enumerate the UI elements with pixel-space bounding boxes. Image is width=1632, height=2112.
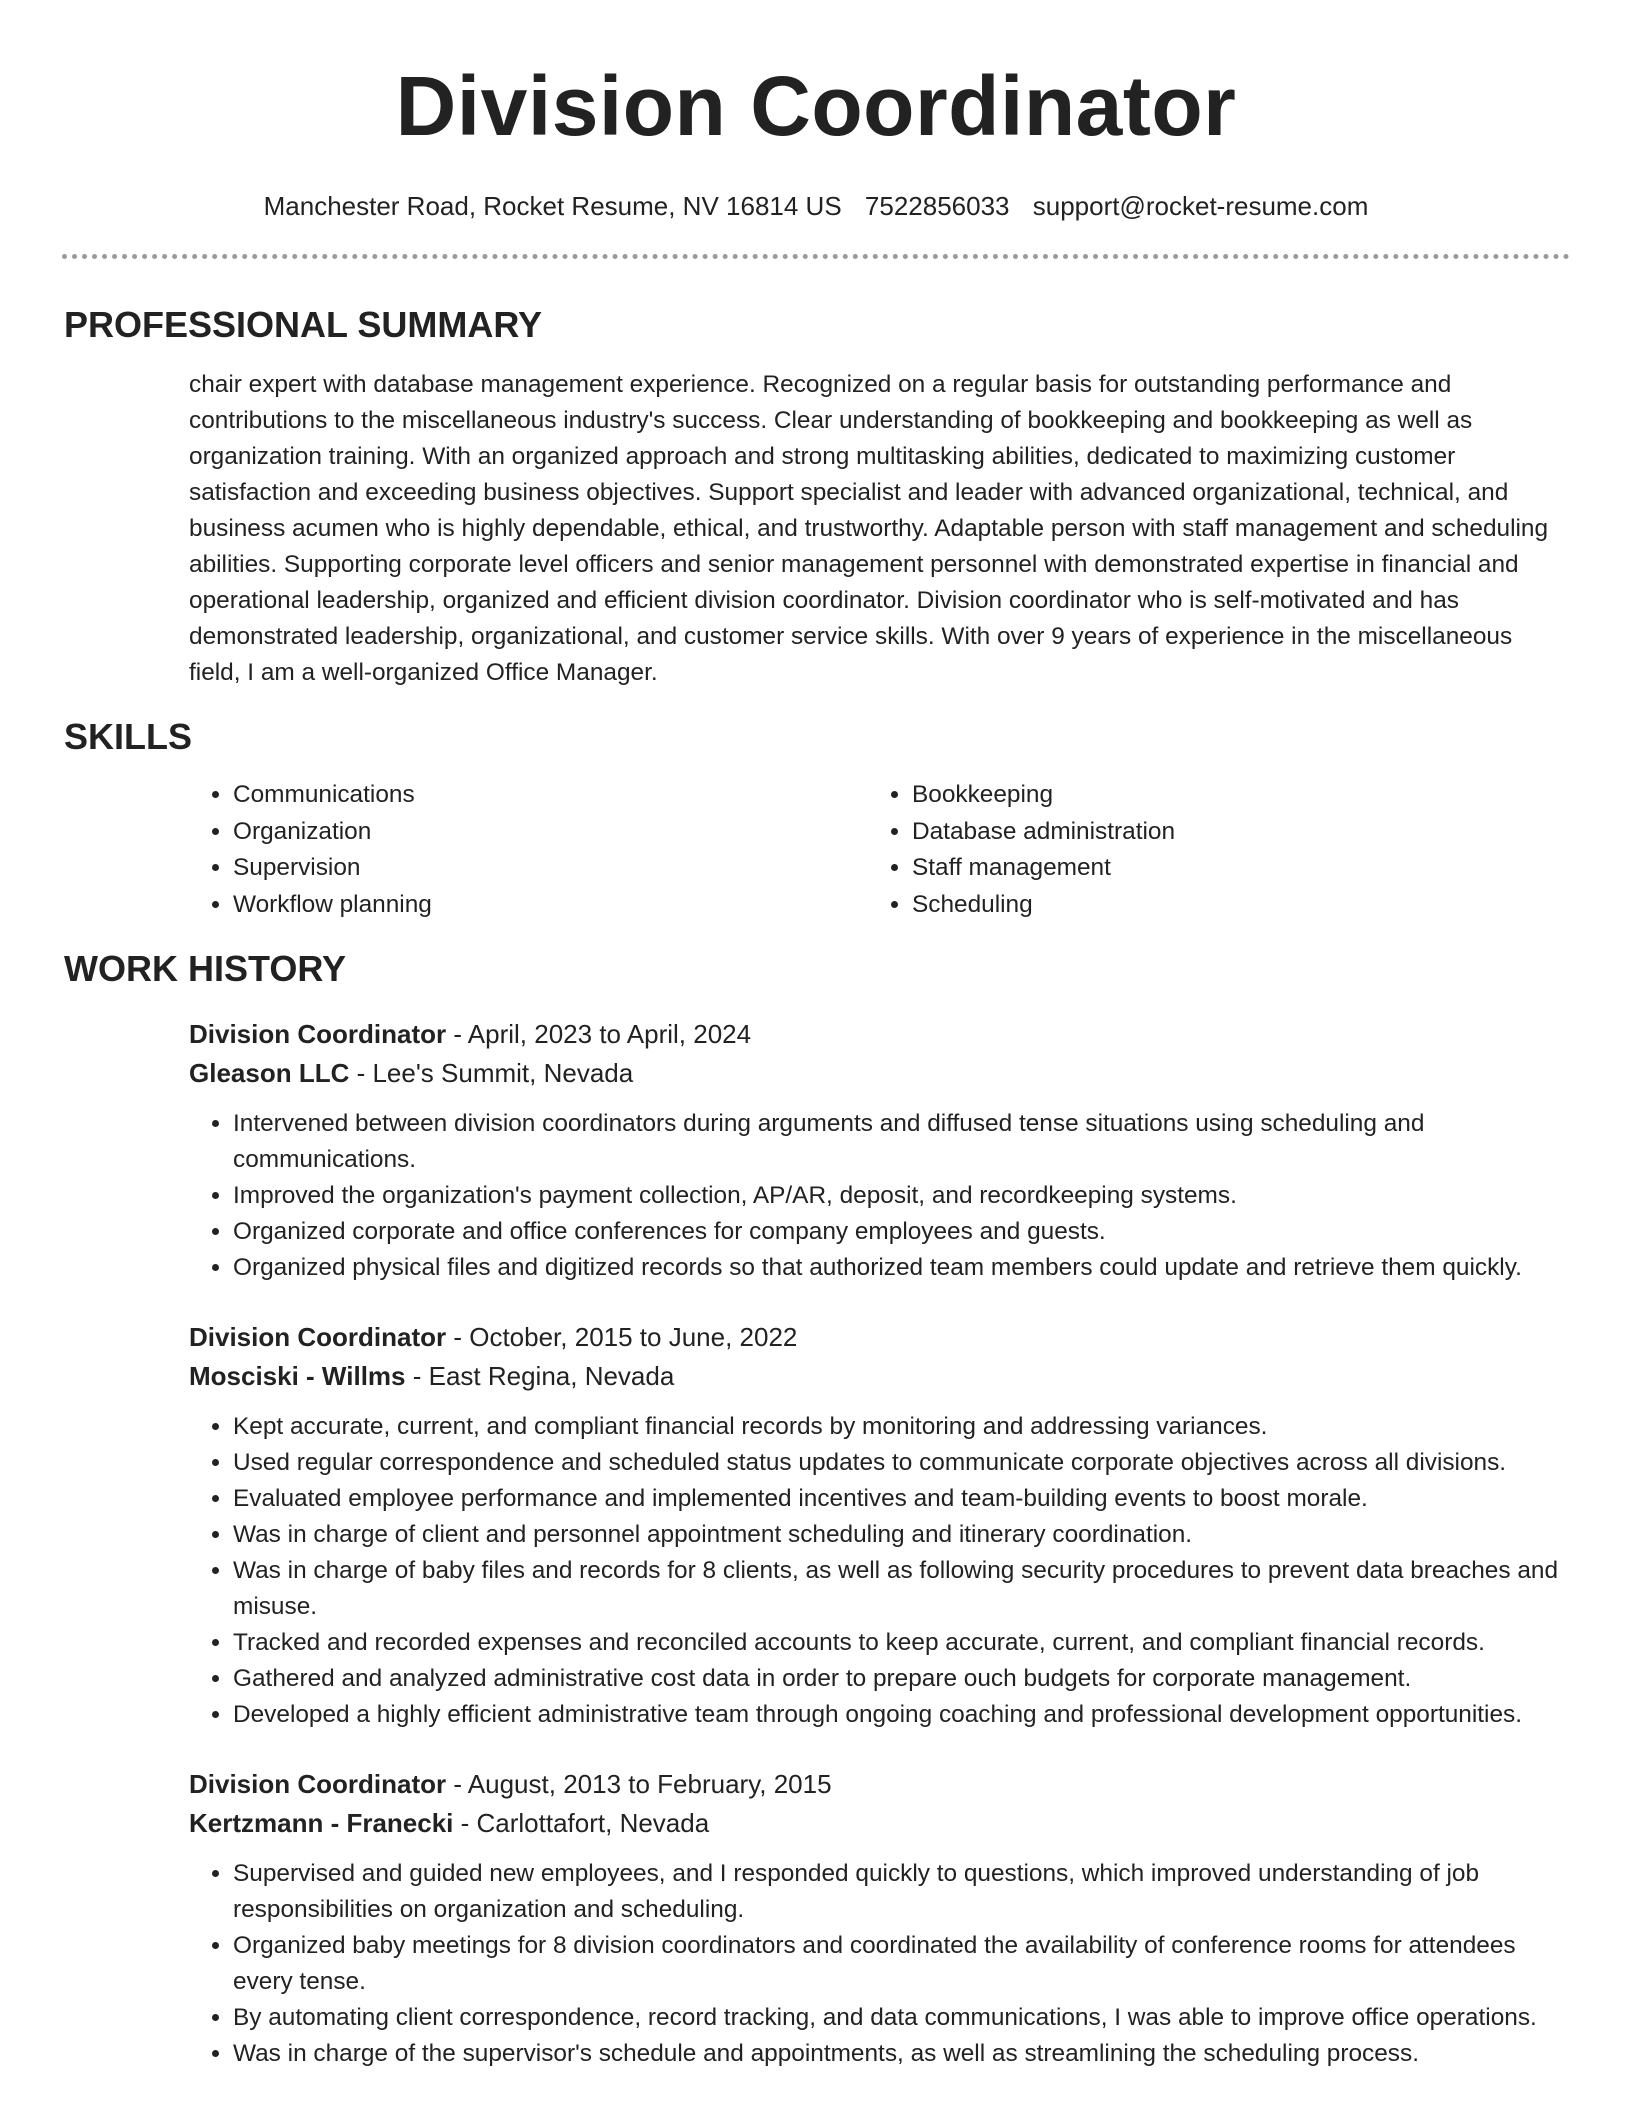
skill-item: • Staff management (912, 850, 1547, 887)
contact-phone: 7522856033 (864, 191, 1010, 221)
job-location: - Lee's Summit, Nevada (349, 1058, 634, 1088)
job-bullet: • Intervened between division coordinators during arguments and diffused tense situations using scheduling and communications. (233, 1106, 1569, 1178)
job-title-line (189, 1015, 1569, 1054)
header-divider (62, 254, 1570, 259)
job-bullet: • Was in charge of the supervisor's schedule and appointments, as well as streamlining the scheduling process. (233, 2036, 1569, 2072)
job-company: Gleason LLC (189, 1058, 350, 1088)
contact-address: Manchester Road, Rocket Resume, NV 16814 US (263, 191, 842, 221)
job-bullet: • Organized physical files and digitized records so that authorized team members could update and retrieve them quickly. (233, 1250, 1569, 1286)
job-role: Division Coordinator (189, 1769, 447, 1799)
job-bullet: • Developed a highly efficient administrative team through ongoing coaching and professional development opportunities. (233, 1697, 1569, 1733)
job-dates: - October, 2015 to June, 2022 (446, 1322, 798, 1352)
skill-item: • Bookkeeping (912, 777, 1547, 814)
job-role: Division Coordinator (189, 1019, 447, 1049)
job-company-line (189, 1357, 1569, 1396)
job-dates: - April, 2023 to April, 2024 (446, 1019, 752, 1049)
job-entry (189, 1015, 1569, 1286)
job-dates: - August, 2013 to February, 2015 (446, 1769, 832, 1799)
job-company: Mosciski - Willms (189, 1361, 406, 1391)
skills-heading: SKILLS (64, 716, 193, 757)
summary-text: chair expert with database management experience. Recognized on a regular basis for outstanding performance and contributions to the miscellaneous industry's success. Clear understanding of bookkeeping and bookkeeping as well as organization training. With an organized approach and strong multitasking abilities, dedicated to maximizing customer satisfaction and exceeding business objectives. Support specialist and leader with advanced organizational, technical, and business acumen who is highly dependable, ethical, and trustworthy. Adaptable person with staff management and scheduling abilities. Supporting corporate level officers and senior management personnel with demonstrated expertise in financial and operational leadership, organized and efficient division coordinator. Division coordinator who is self-motivated and has demonstrated leadership, organizational, and customer service skills. With over 9 years of experience in the miscellaneous field, I am a well-organized Office Manager. (189, 371, 1549, 686)
job-bullet: • Was in charge of baby files and records for 8 clients, as well as following security procedures to prevent data breaches and misuse. (233, 1553, 1569, 1625)
job-bullet: • Gathered and analyzed administrative cost data in order to prepare ouch budgets for corporate management. (233, 1661, 1569, 1697)
contact-email: support@rocket-resume.com (1032, 191, 1369, 221)
job-title-line (189, 1765, 1569, 1804)
contact-line (0, 190, 1632, 222)
candidate-name: Division Coordinator (395, 59, 1237, 153)
job-company-line (189, 1804, 1569, 1843)
skills-column-right (868, 777, 1547, 923)
skills-list (189, 777, 1632, 923)
job-bullets (189, 1106, 1569, 1286)
job-company: Kertzmann - Franecki (189, 1808, 454, 1838)
skill-item: • Communications (233, 777, 868, 814)
summary-heading: PROFESSIONAL SUMMARY (64, 304, 543, 345)
skill-item: • Organization (233, 814, 868, 851)
job-bullet: • Tracked and recorded expenses and reconciled accounts to keep accurate, current, and compliant financial records. (233, 1625, 1569, 1661)
job-bullet: • Evaluated employee performance and implemented incentives and team-building events to boost morale. (233, 1481, 1569, 1517)
job-bullet: • Supervised and guided new employees, and I responded quickly to questions, which improved understanding of job responsibilities on organization and scheduling. (233, 1856, 1569, 1928)
job-bullet: • Used regular correspondence and scheduled status updates to communicate corporate objectives across all divisions. (233, 1445, 1569, 1481)
job-bullet: • By automating client correspondence, record tracking, and data communications, I was able to improve office operations. (233, 2000, 1569, 2036)
job-bullet: • Was in charge of client and personnel appointment scheduling and itinerary coordination. (233, 1517, 1569, 1553)
job-entry (189, 1318, 1569, 1733)
job-company-line (189, 1054, 1569, 1093)
job-title-line (189, 1318, 1569, 1357)
job-location: - Carlottafort, Nevada (453, 1808, 710, 1838)
job-bullets (189, 1409, 1569, 1733)
skills-column-left (189, 777, 868, 923)
job-bullet: • Improved the organization's payment collection, AP/AR, deposit, and recordkeeping systems. (233, 1178, 1569, 1214)
job-entry (189, 1765, 1569, 2072)
job-bullet: • Kept accurate, current, and compliant financial records by monitoring and addressing variances. (233, 1409, 1569, 1445)
skill-item: • Workflow planning (233, 887, 868, 924)
work-history-heading: WORK HISTORY (64, 948, 347, 989)
skill-item: • Database administration (912, 814, 1547, 851)
job-bullets (189, 1856, 1569, 2072)
job-role: Division Coordinator (189, 1322, 447, 1352)
job-location: - East Regina, Nevada (405, 1361, 675, 1391)
skill-item: • Scheduling (912, 887, 1547, 924)
job-bullet: • Organized corporate and office conferences for company employees and guests. (233, 1214, 1569, 1250)
skill-item: • Supervision (233, 850, 868, 887)
job-bullet: • Organized baby meetings for 8 division coordinators and coordinated the availability of conference rooms for attendees every tense. (233, 1928, 1569, 2000)
